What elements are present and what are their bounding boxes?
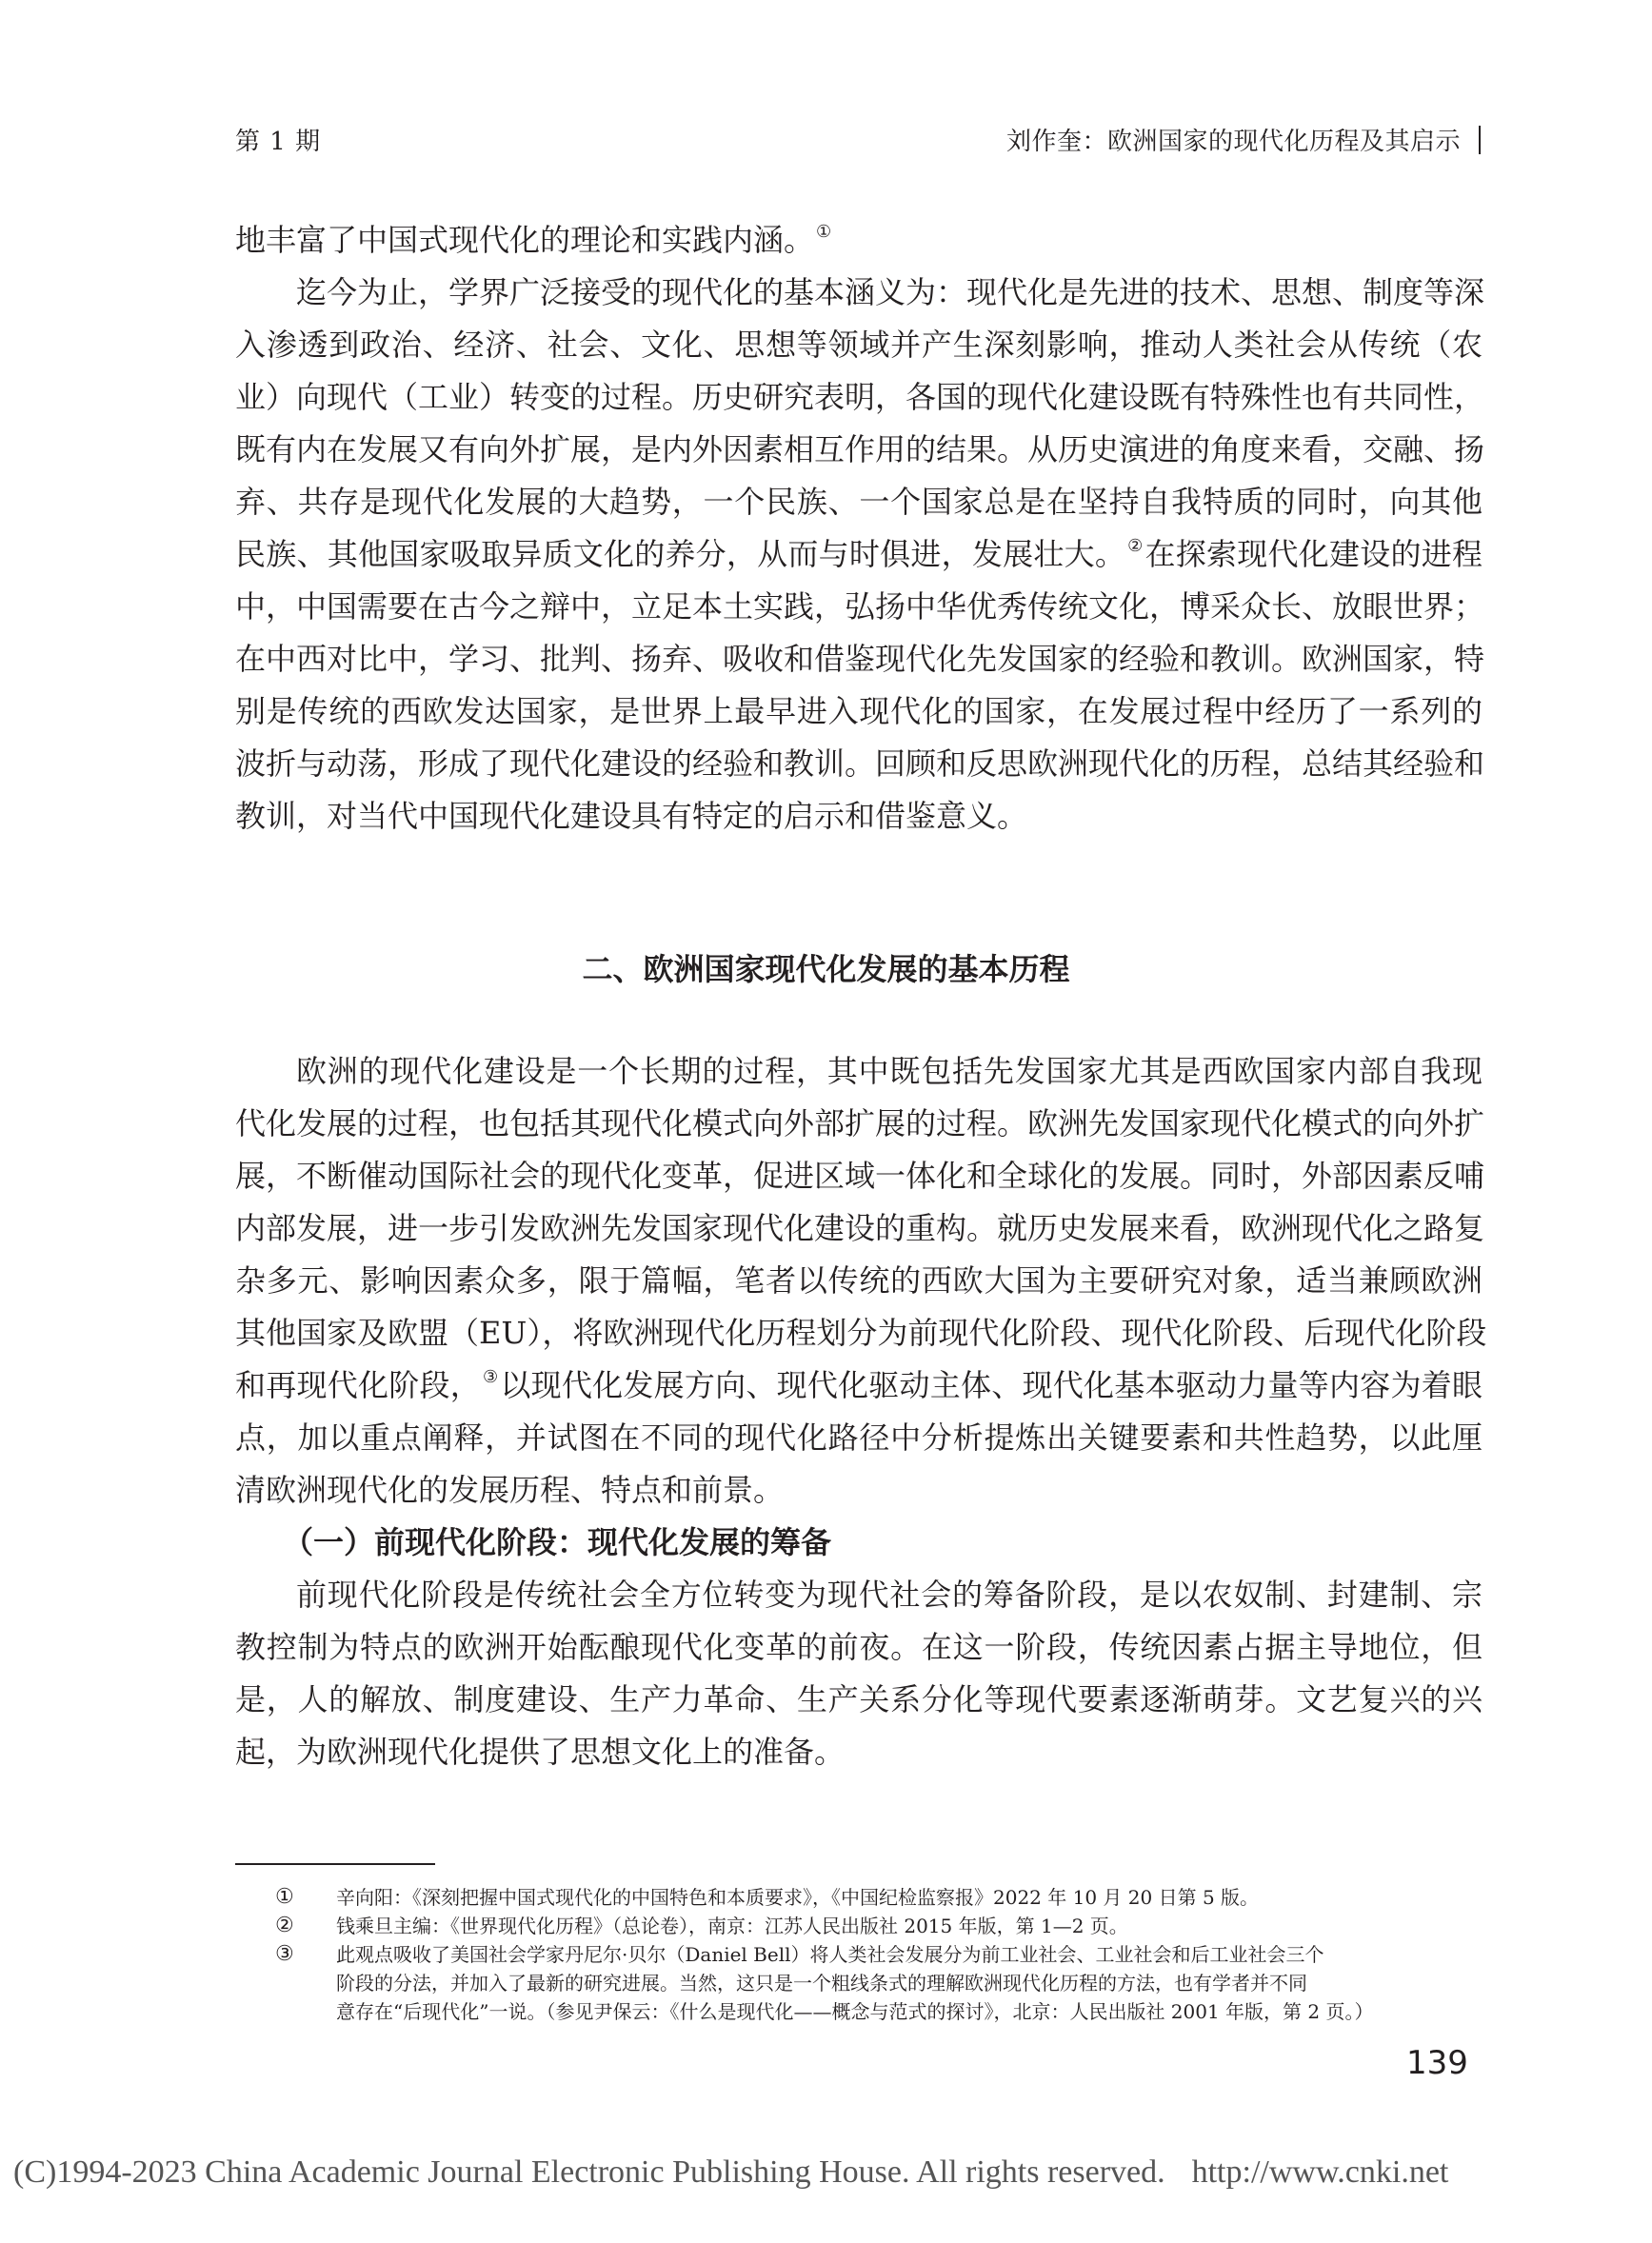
paragraph-line: 展，不断催动国际社会的现代化变革，促进区域一体化和全球化的发展。同时，外部因素反哺 [235,1158,1485,1194]
section-heading: 二、欧洲国家现代化发展的基本历程 [582,951,1070,987]
paragraph-line: 教控制为特点的欧洲开始酝酿现代化变革的前夜。在这一阶段，传统因素占据主导地位，但 [235,1629,1483,1665]
footnote-text: 阶段的分法，并加入了最新的研究进展。当然，这只是一个粗线条式的理解欧洲现代化历程的方法，也有学者并不同 [336,1972,1307,1995]
header-divider [1479,126,1481,154]
copyright-text: (C)1994-2023 China Academic Journal Electronic Publishing House. All rights reserved. [13,2154,1165,2190]
footnote-1 [235,1883,1483,1912]
footnote-mark: ① [275,1885,294,1909]
paragraph-line: 点，加以重点阐释，并试图在不同的现代化路径中分析提炼出关键要素和共性趋势，以此厘 [235,1419,1483,1456]
footnote-ref-1[interactable]: ① [816,222,832,242]
footnote-separator [235,1863,435,1865]
paragraph-line: 和再现代化阶段， ③以现代化发展方向、现代化驱动主体、现代化基本驱动力量等内容为着眼 [235,1367,1483,1403]
copyright-line [13,2154,1448,2191]
paragraph-line: 既有内在发展又有向外扩展，是内外因素相互作用的结果。从历史演进的角度来看，交融、扬 [235,431,1485,467]
running-header [0,122,1652,160]
footnotes [235,1883,1483,2026]
paragraph-line: 其他国家及欧盟（EU），将欧洲现代化历程划分为前现代化阶段、现代化阶段、后现代化阶段 [235,1315,1487,1351]
footnote-ref-2[interactable]: ② [1127,536,1144,556]
footnote-text: 意存在“后现代化”一说。（参见尹保云：《什么是现代化——概念与范式的探讨》，北京：人民出版社 2001 年版，第 2 页。） [336,2000,1374,2023]
paragraph-line: 杂多元、影响因素众多，限于篇幅，笔者以传统的西欧大国为主要研究对象，适当兼顾欧洲 [235,1262,1483,1299]
paragraph-line: 内部发展，进一步引发欧洲先发国家现代化建设的重构。就历史发展来看，欧洲现代化之路复 [235,1210,1485,1246]
paragraph-line: 在中西对比中，学习、批判、扬弃、吸收和借鉴现代化先发国家的经验和教训。欧洲国家，特 [235,641,1485,677]
paragraph-line: 清欧洲现代化的发展历程、特点和前景。 [235,1472,785,1508]
paragraph-line: 业）向现代（工业）转变的过程。历史研究表明，各国的现代化建设既有特殊性也有共同性， [235,379,1485,415]
footnote-text: 钱乘旦主编：《世界现代化历程》（总论卷），南京：江苏人民出版社 2015 年版，第 1—2 页。 [336,1915,1128,1937]
paragraph-line: 波折与动荡，形成了现代化建设的经验和教训。回顾和反思欧洲现代化的历程，总结其经验和 [235,745,1485,782]
article-running-title: 刘作奎：欧洲国家的现代化历程及其启示 [1005,128,1461,156]
footnote-ref-3[interactable]: ③ [482,1367,499,1387]
paragraph-line: 欧洲的现代化建设是一个长期的过程，其中既包括先发国家尤其是西欧国家内部自我现 [296,1053,1483,1089]
paragraph-line: 别是传统的西欧发达国家，是世界上最早进入现代化的国家，在发展过程中经历了一系列的 [235,693,1483,729]
paragraph-line: 入渗透到政治、经济、社会、文化、思想等领域并产生深刻影响，推动人类社会从传统（农 [235,327,1483,363]
footnote-text: 辛向阳：《深刻把握中国式现代化的中国特色和本质要求》，《中国纪检监察报》2022 年 10 月 20 日第 5 版。 [336,1886,1260,1909]
paragraph-line: 前现代化阶段是传统社会全方位转变为现代社会的筹备阶段，是以农奴制、封建制、宗 [296,1577,1483,1613]
footnote-3 [235,1940,1483,2026]
paragraph-line: 地丰富了中国式现代化的理论和实践内涵。 ① [235,222,832,258]
paragraph-line: 弃、共存是现代化发展的大趋势，一个民族、一个国家总是在坚持自我特质的同时，向其他 [235,484,1483,520]
article-body-part1 [235,214,1483,843]
footnote-text: 此观点吸收了美国社会学家丹尼尔·贝尔（Daniel Bell）将人类社会发展分为前工业社会、工业社会和后工业社会三个 [336,1943,1324,1966]
footnote-2 [235,1912,1483,1940]
paragraph-line: 教训，对当代中国现代化建设具有特定的启示和借鉴意义。 [235,798,1028,834]
paragraph-line: 民族、其他国家吸取异质文化的养分，从而与时俱进，发展壮大。 ②在探索现代化建设的进程 [235,536,1483,572]
footnote-mark: ② [275,1914,294,1937]
paragraph-line: 代化发展的过程，也包括其现代化模式向外部扩展的过程。欧洲先发国家现代化模式的向外扩 [235,1105,1485,1141]
cnki-link[interactable]: http://www.cnki.net [1191,2154,1449,2190]
page-number: 139 [1406,2044,1468,2082]
footnote-mark: ③ [275,1942,294,1966]
paragraph-line: 迄今为止，学界广泛接受的现代化的基本涵义为：现代化是先进的技术、思想、制度等深 [296,274,1485,310]
paragraph-line: 中，中国需要在古今之辩中，立足本土实践，弘扬中华优秀传统文化，博采众长、放眼世界； [235,588,1485,625]
subsection-heading: （一）前现代化阶段：现代化发展的筹备 [283,1524,832,1560]
paragraph-line: 起，为欧洲现代化提供了思想文化上的准备。 [235,1734,846,1770]
issue-label: 第 1 期 [235,128,322,156]
paragraph-line: 是，人的解放、制度建设、生产力革命、生产关系分化等现代要素逐渐萌芽。文艺复兴的兴 [235,1681,1483,1717]
article-body-part2 [235,1045,1487,1778]
